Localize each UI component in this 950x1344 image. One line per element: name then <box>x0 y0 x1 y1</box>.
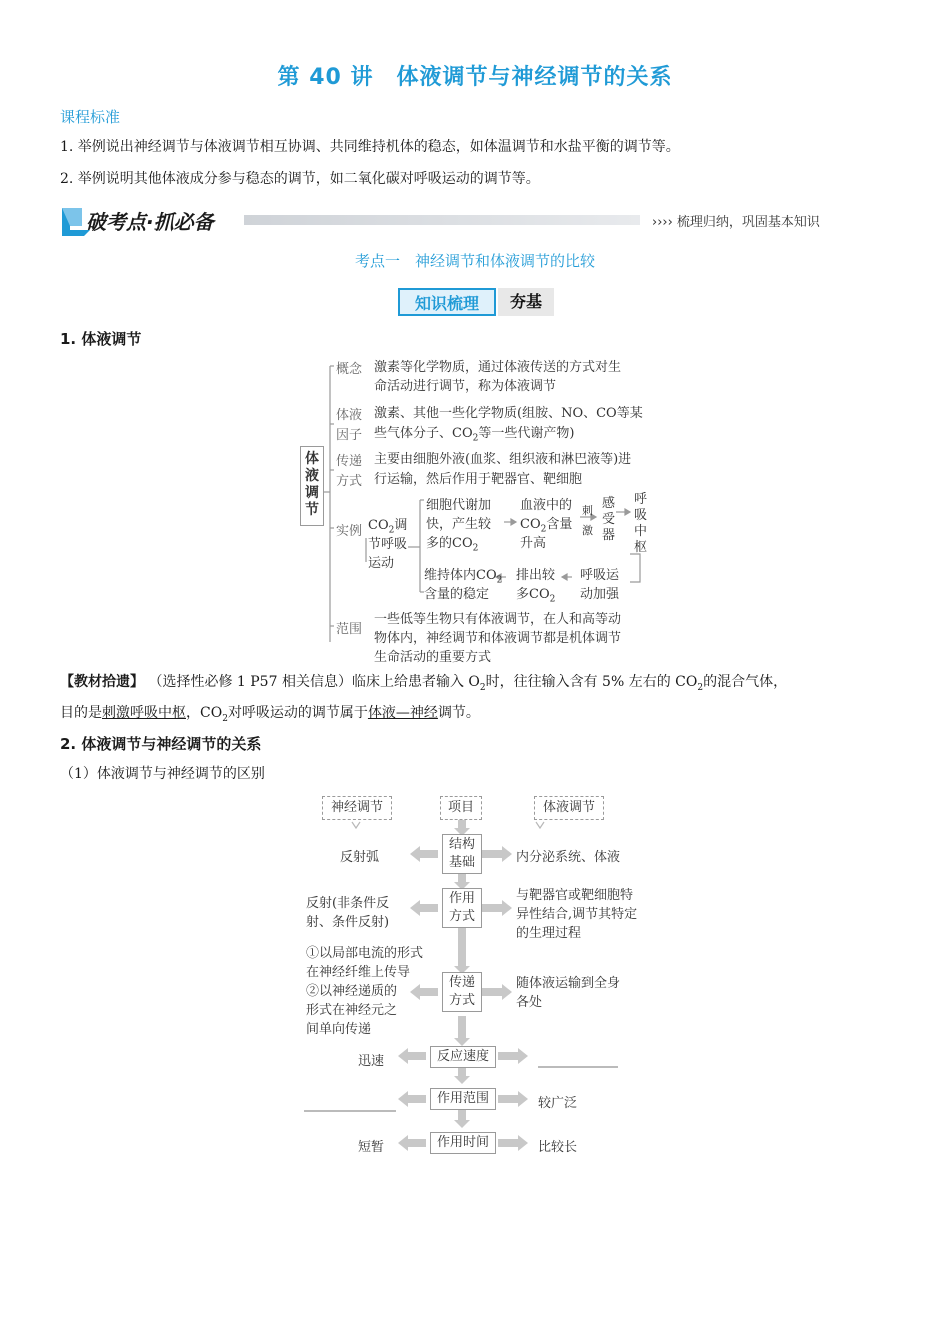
example-c2: 激 <box>582 524 593 537</box>
neural-transfer-2: 在神经纤维上传导 <box>306 965 411 980</box>
example-f1: 呼吸运 <box>580 568 620 583</box>
band-subtitle: ›››› 梳理归纳，巩固基本知识 <box>652 215 820 230</box>
item-transfer: 传递 方式 <box>442 972 482 1012</box>
row-label-concept: 概念 <box>336 362 363 377</box>
answer-humoral-neural: 体液—神经 <box>367 705 438 721</box>
row-text-factor-1: 激素、其他一些化学物质(组胺、NO、CO等某 <box>374 406 643 421</box>
kaodian-heading: 考点一 神经调节和体液调节的比较 <box>354 252 595 270</box>
example-f2: 动加强 <box>580 587 620 602</box>
header-humoral: 体液调节 <box>534 796 604 820</box>
item-speed: 反应速度 <box>430 1046 496 1068</box>
neural-transfer-5: 间单向传递 <box>306 1022 372 1037</box>
row-text-concept-1: 激素等化学物质，通过体液传送的方式对生 <box>374 360 622 375</box>
header-item: 项目 <box>440 796 482 820</box>
header-neural: 神经调节 <box>322 796 392 820</box>
subsection-1-heading: （1）体液调节与神经调节的区别 <box>60 766 265 782</box>
example-e1: 呼 <box>634 492 648 507</box>
humoral-structure: 内分泌系统、体液 <box>516 850 621 865</box>
standards-heading: 课程标准 <box>60 108 121 126</box>
example-line2: 节呼吸 <box>368 537 408 552</box>
section-2-heading: 2. 体液调节与神经调节的关系 <box>60 735 262 753</box>
row-text-concept-2: 命活动进行调节，称为体液调节 <box>374 379 557 394</box>
jiaocai-tag: 【教材拾遗】 <box>60 674 144 690</box>
neural-structure: 反射弧 <box>340 850 380 865</box>
example-b1: 血液中的 <box>520 498 573 513</box>
figure-body-fluid-regulation <box>290 352 670 665</box>
example-a2: 快，产生较 <box>426 517 492 532</box>
example-e3: 中 <box>634 524 648 539</box>
humoral-mode-1: 与靶器官或靶细胞特 <box>516 888 634 903</box>
example-d2: 受 <box>602 512 616 527</box>
row-label-factor-1: 体液 <box>336 408 363 423</box>
jiaocai-line-1: 【教材拾遗】 （选择性必修 1 P57 相关信息）临床上给患者输入 $O_2$时，往往输入含有 5% 左右的 $CO_2$的混合气体， <box>60 674 788 693</box>
row-text-scope-3: 生命活动的重要方式 <box>374 650 492 665</box>
band-bar <box>244 215 640 225</box>
item-mode: 作用 方式 <box>442 888 482 928</box>
row-label-scope: 范围 <box>336 622 363 637</box>
example-a3: 多的$CO_2$ <box>426 536 479 554</box>
jiaocai-line-2: 目的是刺激呼吸中枢，$CO_2$对呼吸运动的调节属于体液—神经调节。 <box>60 705 480 724</box>
example-e4: 枢 <box>634 540 648 555</box>
row-text-transfer-2: 行运输，然后作用于靶器官、靶细胞 <box>374 472 583 487</box>
figure-comparison <box>296 794 666 1164</box>
item-structure: 结构 基础 <box>442 834 482 874</box>
example-b2: $CO_2$含量 <box>520 517 573 535</box>
example-g2: 多$CO_2$ <box>516 587 556 605</box>
example-a1: 细胞代谢加 <box>426 498 492 513</box>
example-d3: 器 <box>602 528 616 543</box>
example-line3: 运动 <box>368 556 395 571</box>
neural-mode-2: 射、条件反射) <box>306 915 390 930</box>
example-h1: 维持体内$CO_2$ <box>424 568 503 586</box>
example-c1: 刺 <box>582 504 593 517</box>
example-e2: 吸 <box>634 508 648 523</box>
neural-duration: 短暂 <box>358 1140 385 1155</box>
neural-transfer-1: ①以局部电流的形式 <box>306 946 424 961</box>
row-label-transfer-2: 方式 <box>336 474 363 489</box>
row-label-transfer-1: 传递 <box>336 454 363 469</box>
neural-transfer-4: 形式在神经元之 <box>306 1003 398 1018</box>
example-co2: $CO_2$调 <box>368 518 408 536</box>
humoral-scope: 较广泛 <box>538 1096 578 1111</box>
section-band-label <box>60 204 244 236</box>
section-1-heading: 1. 体液调节 <box>60 330 142 348</box>
neural-transfer-3: ②以神经递质的 <box>306 984 398 999</box>
row-label-factor-2: 因子 <box>336 428 363 443</box>
neural-mode-1: 反射(非条件反 <box>306 896 390 911</box>
humoral-mode-3: 的生理过程 <box>516 926 582 941</box>
example-d1: 感 <box>602 496 616 511</box>
example-h2: 含量的稳定 <box>424 587 490 602</box>
humoral-transfer-1: 随体液运输到全身 <box>516 976 621 991</box>
standard-item-1: 1. 举例说出神经调节与体液调节相互协调、共同维持机体的稳态，如体温调节和水盐平衡的调节等。 <box>60 139 680 155</box>
row-text-scope-1: 一些低等生物只有体液调节，在人和高等动 <box>374 612 622 627</box>
example-b3: 升高 <box>520 536 547 551</box>
row-text-transfer-1: 主要由细胞外液(血浆、组织液和淋巴液等)进 <box>374 452 632 467</box>
humoral-mode-2: 异性结合,调节其特定 <box>516 907 638 922</box>
badge-zhishi: 知识梳理 <box>398 288 496 316</box>
standard-item-2: 2. 举例说明其他体液成分参与稳态的调节，如二氧化碳对呼吸运动的调节等。 <box>60 171 540 187</box>
answer-stimulate: 刺激呼吸中枢 <box>102 705 186 721</box>
page-title: 第 40 讲 体液调节与神经调节的关系 <box>277 65 673 90</box>
row-text-factor-2: 些气体分子、$CO_2$等一些代谢产物) <box>374 426 575 444</box>
item-duration: 作用时间 <box>430 1132 496 1154</box>
badge-hangji: 夯基 <box>498 288 554 316</box>
row-text-scope-2: 物体内，神经调节和体液调节都是机体调节 <box>374 631 622 646</box>
neural-speed: 迅速 <box>358 1054 385 1069</box>
example-g1: 排出较 <box>516 568 556 583</box>
row-label-example: 实例 <box>336 524 363 539</box>
item-scope: 作用范围 <box>430 1088 496 1110</box>
humoral-duration: 比较长 <box>538 1140 578 1155</box>
humoral-transfer-2: 各处 <box>516 995 543 1010</box>
main-node-body-fluid: 体液调节 <box>300 446 324 526</box>
band-title: 破考点·抓必备 <box>86 210 214 234</box>
